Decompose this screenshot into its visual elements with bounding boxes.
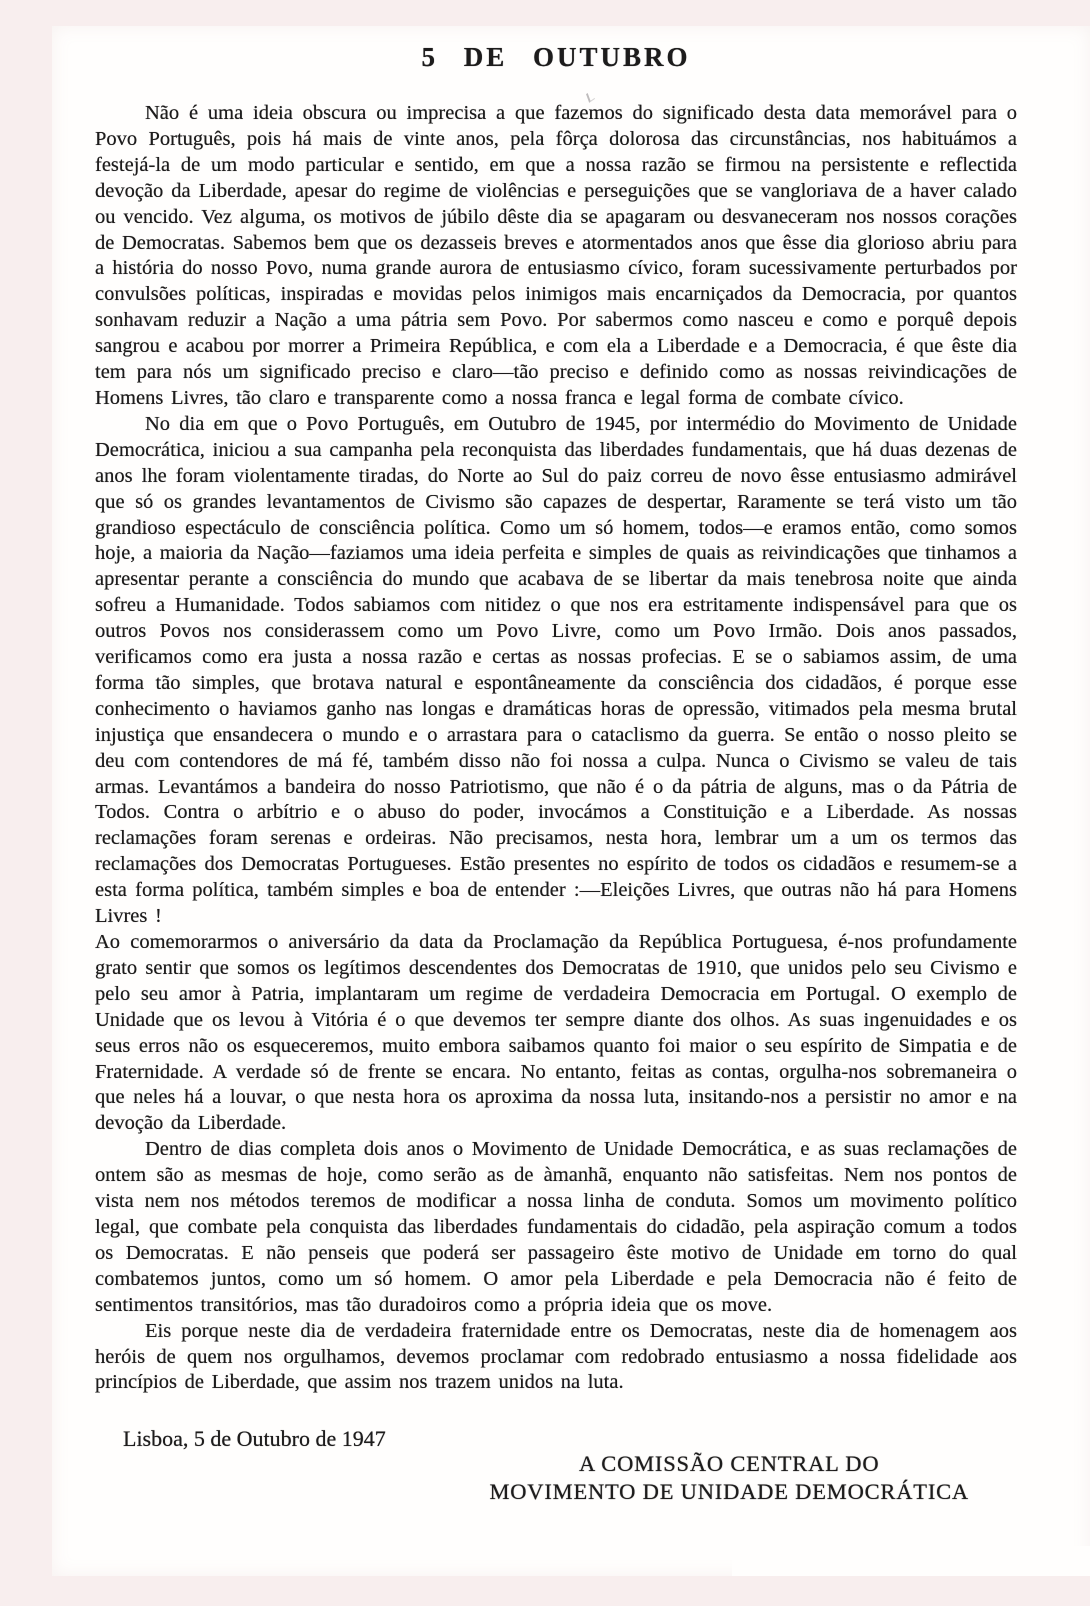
signature-line-1: A COMISSÃO CENTRAL DO	[579, 1451, 880, 1477]
document-title: 5 DE OUTUBRO	[421, 42, 691, 72]
paragraph-2: No dia em que o Povo Português, em Outubro de 1945, por intermédio do Movimento de Unidade Democrática, iniciou a sua campanha pela reconquista das liberdades fundamentais, que há duas dezenas de anos lhe foram violentamente tiradas, do Norte ao Sul do paiz correu de novo êsse entusiasmo admirável que só os grandes levantamentos de Civismo são capazes de despertar, Raramente se terá visto um tão grandioso espectáculo de consciência política. Como um só homem, todos—e eramos então, como somos hoje, a maioria da Nação—faziamos uma ideia perfeita e simples de quais as reivindicações que tinhamos a apresentar perante a consciência do mundo que acabava de se libertar da mais tenebrosa noite que ainda sofreu a Humanidade. Todos sabiamos com nitidez o que nos era estritamente indispensável para que os outros Povos nos considerassem como um Povo Livre, como um Povo Irmão. Dois anos passados, verificamos como era justa a nossa razão e certas as nossas profecias. E se o sabiamos assim, de uma forma tão simples, que brotava natural e espontâneamente da consciência dos cidadãos, é porque esse conhecimento o haviamos ganho nas longas e dramáticas horas de opressão, vitimados pela mesma brutal injustiça que ensandecera o mundo e o arrastara para o cataclismo da guerra. Se então o nosso pleito se deu com contendores de má fé, também disso não foi nossa a culpa. Nunca o Civismo se valeu de tais armas. Levantámos a bandeira do nosso Patriotismo, que não é o da pátria de alguns, mas o da Pátria de Todos. Contra o arbítrio e o abuso do poder, invocámos a Constituição e a Liberdade. As nossas reclamações foram serenas e ordeiras. Não precisamos, nesta hora, lembrar um a um os termos das reclamações dos Democratas Portugueses. Estão presentes no espírito de todos os cidadãos e resumem-se a esta forma política, também simples e boa de entender :—Eleições Livres, que outras não há para Homens Livres !	[95, 412, 1017, 928]
paragraph-1: Não é uma ideia obscura ou imprecisa a que fazemos do significado desta data memorável para o Povo Português, pois há mais de vinte anos, pela fôrça dolorosa das circunstâncias, nos habituámos a festejá-la de um modo particular e sentido, em que a nossa razão se firmou na persistente e reflectida devoção da Liberdade, apesar do regime de violências e perseguições que se vangloriava de a haver calado ou vencido. Vez alguma, os motivos de júbilo dêste dia se apagaram ou desvaneceram nos nossos corações de Democratas. Sabemos bem que os dezasseis breves e atormentados anos que êsse dia glorioso abriu para a história do nosso Povo, numa grande aurora de entusiasmo cívico, foram sucessivamente perturbados por convulsões políticas, inspiradas e movidas pelos inimigos mais encarniçados da Democracia, por quantos sonhavam reduzir a Nação a uma pátria sem Povo. Por sabermos como nasceu e como e porquê depois sangrou e acabou por morrer a Primeira República, e com ela a Liberdade e a Democracia, é que êste dia tem para nós um significado preciso e claro—tão preciso e definido como as nossas reivindicações de Homens Livres, tão claro e transparente como a nossa franca e legal forma de combate cívico.	[95, 102, 1017, 409]
paragraph-4: Dentro de dias completa dois anos o Movimento de Unidade Democrática, e as suas reclamações de ontem são as mesmas de hoje, como serão as de àmanhã, enquanto não satisfeitas. Nem nos pontos de vista nem nos métodos teremos de modificar a nossa linha de conduta. Somos um movimento político legal, que combate pela conquista das liberdades fundamentais do cidadão, pela aspiração comum a todos os Democratas. E não penseis que poderá ser passageiro êste motivo de Unidade em torno do qual combatemos juntos, como um só homem. O amor pela Liberdade e pela Democracia não é feito de sentimentos transitórios, mas tão duradoiros como a própria ideia que os move.	[95, 1138, 1017, 1316]
dateline: Lisboa, 5 de Outubro de 1947	[123, 1426, 386, 1452]
document-footer	[95, 1426, 1017, 1506]
text-column	[95, 101, 1017, 1396]
paragraph-3: Ao comemorarmos o aniversário da data da Proclamação da República Portuguesa, é-nos profundamente grato sentir que somos os legítimos descendentes dos Democratas de 1910, que unidos pelo seu Civismo e pelo seu amor à Patria, implantaram um regime de verdadeira Democracia em Portugal. O exemplo de Unidade que os levou à Vitória é o que devemos ter sempre diante dos olhos. As suas ingenuidades e os seus erros não os esqueceremos, muito embora saibamos quanto foi maior o seu espírito de Simpatia e de Fraternidade. A verdade só de frente se encara. No entanto, feitas as contas, orgulha-nos sobremaneira o que neles há a louvar, o que nesta hora os aproxima da nossa luta, insitando-nos a persistir no amor e na devoção da Liberdade.	[95, 931, 1017, 1135]
signature-block	[489, 1450, 969, 1506]
signature-line-2: MOVIMENTO DE UNIDADE DEMOCRÁTICA	[489, 1479, 969, 1505]
paragraph-5: Eis porque neste dia de verdadeira fraternidade entre os Democratas, neste dia de homenagem aos heróis de quem nos orgulhamos, devemos proclamar com redobrado entusiasmo a nossa fidelidade aos princípios de Liberdade, que assim nos trazem unidos na luta.	[95, 1319, 1017, 1394]
paper-bottom-edge	[732, 1546, 1090, 1576]
document-body	[95, 26, 1017, 1506]
